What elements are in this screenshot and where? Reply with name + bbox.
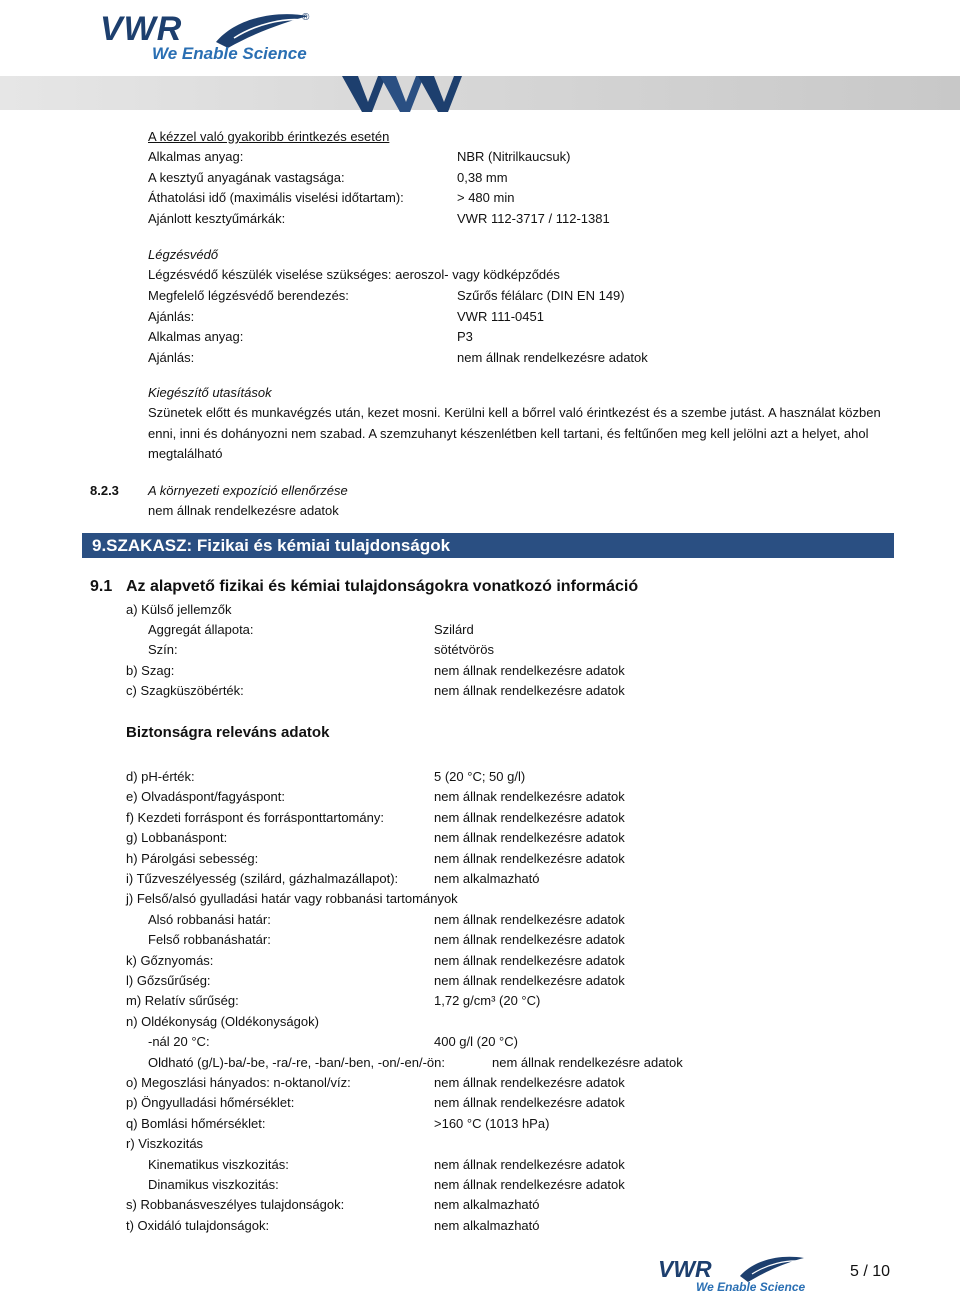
env-exposure-value: nem állnak rendelkezésre adatok	[148, 503, 339, 518]
property-label: b) Szag:	[126, 663, 175, 678]
property-value: 400 g/l (20 °C)	[434, 1034, 518, 1050]
logo-brand: VWR	[100, 10, 183, 48]
property-label: o) Megoszlási hányados: n-oktanol/víz:	[126, 1075, 351, 1090]
logo-registered-mark: ®	[302, 12, 310, 23]
property-value: nem állnak rendelkezésre adatok	[434, 1156, 625, 1172]
property-value: nem állnak rendelkezésre adatok	[434, 1095, 625, 1111]
property-label: q) Bomlási hőmérséklet:	[126, 1115, 266, 1131]
property-label: -nál 20 °C:	[148, 1034, 210, 1050]
env-exposure-heading: A környezeti expozíció ellenőrzése	[148, 483, 348, 498]
appearance-label: a) Külső jellemzők	[126, 602, 232, 617]
property-value: nem állnak rendelkezésre adatok	[434, 663, 625, 678]
property-value: nem állnak rendelkezésre adatok	[434, 932, 625, 948]
property-label: Ajánlott kesztyűmárkák:	[148, 210, 286, 226]
property-label: n) Oldékonyság (Oldékonyságok)	[126, 1013, 319, 1029]
property-value: 0,38 mm	[457, 169, 508, 185]
property-label: g) Lobbanáspont:	[126, 830, 228, 846]
safety-heading: Biztonságra releváns adatok	[126, 724, 330, 741]
env-exposure-number: 8.2.3	[90, 483, 119, 498]
property-value: VWR 112-3717 / 112-1381	[457, 210, 610, 226]
footer-logo-brand: VWR	[658, 1256, 712, 1282]
property-label: c) Szagküszöbérték:	[126, 683, 244, 698]
footer-logo	[656, 1254, 816, 1298]
property-value: sötétvörös	[434, 642, 494, 657]
property-label: Kinematikus viszkozitás:	[148, 1156, 289, 1172]
property-value: NBR (Nitrilkaucsuk)	[457, 149, 571, 164]
footer-logo-tagline: We Enable Science	[696, 1280, 806, 1294]
property-label: Megfelelő légzésvédő berendezés:	[148, 288, 349, 303]
property-label: h) Párolgási sebesség:	[126, 850, 259, 866]
header-band	[0, 76, 960, 110]
property-label: d) pH-érték:	[126, 769, 195, 784]
respiratory-requirement: Légzésvédő készülék viselése szükséges: aeroszol- vagy ködképződés	[148, 267, 560, 282]
property-value: nem állnak rendelkezésre adatok	[492, 1054, 683, 1070]
property-value: Szilárd	[434, 622, 474, 637]
property-label: Dinamikus viszkozitás:	[148, 1177, 279, 1192]
subsection-number: 9.1	[90, 578, 113, 595]
property-label: Alkalmas anyag:	[148, 329, 244, 344]
page-number: 5 / 10	[850, 1263, 891, 1280]
gloves-heading: A kézzel való gyakoribb érintkezés esetén	[148, 129, 390, 144]
property-value: nem állnak rendelkezésre adatok	[434, 1075, 625, 1090]
property-value: nem állnak rendelkezésre adatok	[457, 349, 648, 365]
property-label: e) Olvadáspont/fagyáspont:	[126, 789, 285, 805]
property-label: j) Felső/alsó gyulladási határ vagy robbanási tartományok	[126, 891, 458, 907]
additional-line: enni, inni és dohányozni nem szabad. A szemzuhanyt készenlétben kell tartani, és feltűnően meg kell jelölni azt a helyet, ahol	[148, 426, 869, 441]
property-label: t) Oxidáló tulajdonságok:	[126, 1217, 270, 1233]
header-chevrons-graphic	[336, 72, 476, 114]
property-label: l) Gőzsűrűség:	[126, 973, 211, 988]
property-value: 1,72 g/cm³ (20 °C)	[434, 993, 541, 1009]
property-label: Ajánlás:	[148, 308, 195, 324]
section-9-banner	[82, 533, 894, 558]
property-value: 5 (20 °C; 50 g/l)	[434, 769, 526, 784]
property-label: Felső robbanáshatár:	[148, 932, 271, 948]
property-label: Szín:	[148, 642, 178, 657]
additional-line: Szünetek előtt és munkavégzés után, kezet mosni. Kerülni kell a bőrrel való érintkezést és a szembe jutást. A használat közben	[148, 405, 881, 420]
property-value: VWR 111-0451	[457, 308, 544, 324]
vwr-logo	[96, 8, 326, 68]
property-label: Alsó robbanási határ:	[148, 911, 271, 927]
property-value: nem alkalmazható	[434, 871, 540, 886]
section-9-title: 9.SZAKASZ: Fizikai és kémiai tulajdonságok	[92, 536, 451, 555]
property-value: nem állnak rendelkezésre adatok	[434, 830, 625, 846]
property-value: nem állnak rendelkezésre adatok	[434, 911, 625, 927]
property-value: nem állnak rendelkezésre adatok	[434, 809, 625, 825]
property-value: nem állnak rendelkezésre adatok	[434, 789, 625, 805]
property-label: k) Gőznyomás:	[126, 952, 214, 968]
property-label: Alkalmas anyag:	[148, 149, 244, 164]
property-value: nem alkalmazható	[434, 1197, 540, 1213]
property-label: i) Tűzveszélyesség (szilárd, gázhalmazállapot):	[126, 871, 399, 886]
property-label: m) Relatív sűrűség:	[126, 993, 239, 1009]
property-value: nem állnak rendelkezésre adatok	[434, 973, 625, 988]
property-value: nem alkalmazható	[434, 1217, 540, 1233]
property-value: nem állnak rendelkezésre adatok	[434, 850, 625, 866]
property-value: nem állnak rendelkezésre adatok	[434, 952, 625, 968]
property-label: f) Kezdeti forráspont és forrásponttartomány:	[126, 809, 384, 825]
property-value: P3	[457, 329, 473, 344]
property-label: Aggregát állapota:	[148, 622, 254, 637]
property-value: > 480 min	[457, 190, 515, 205]
additional-heading: Kiegészítő utasítások	[148, 385, 272, 400]
respiratory-heading: Légzésvédő	[148, 247, 219, 262]
subsection-heading: Az alapvető fizikai és kémiai tulajdonságokra vonatkozó információ	[126, 578, 639, 595]
property-value: Szűrős félálarc (DIN EN 149)	[457, 288, 625, 303]
property-label: p) Öngyulladási hőmérséklet:	[126, 1095, 295, 1111]
property-label: s) Robbanásveszélyes tulajdonságok:	[126, 1197, 345, 1213]
property-label: Áthatolási idő (maximális viselési időtartam):	[148, 190, 404, 205]
property-label: Ajánlás:	[148, 349, 195, 365]
property-value: >160 °C (1013 hPa)	[434, 1115, 550, 1131]
property-label: r) Viszkozitás	[126, 1136, 204, 1152]
property-label: Oldható (g/L)-ba/-be, -ra/-re, -ban/-ben, -on/-en/-ön:	[148, 1054, 445, 1070]
property-value: nem állnak rendelkezésre adatok	[434, 683, 625, 698]
logo-tagline: We Enable Science	[152, 44, 307, 63]
additional-line: megtalálható	[148, 446, 223, 461]
property-label: A kesztyű anyagának vastagsága:	[148, 169, 345, 185]
property-value: nem állnak rendelkezésre adatok	[434, 1177, 625, 1192]
